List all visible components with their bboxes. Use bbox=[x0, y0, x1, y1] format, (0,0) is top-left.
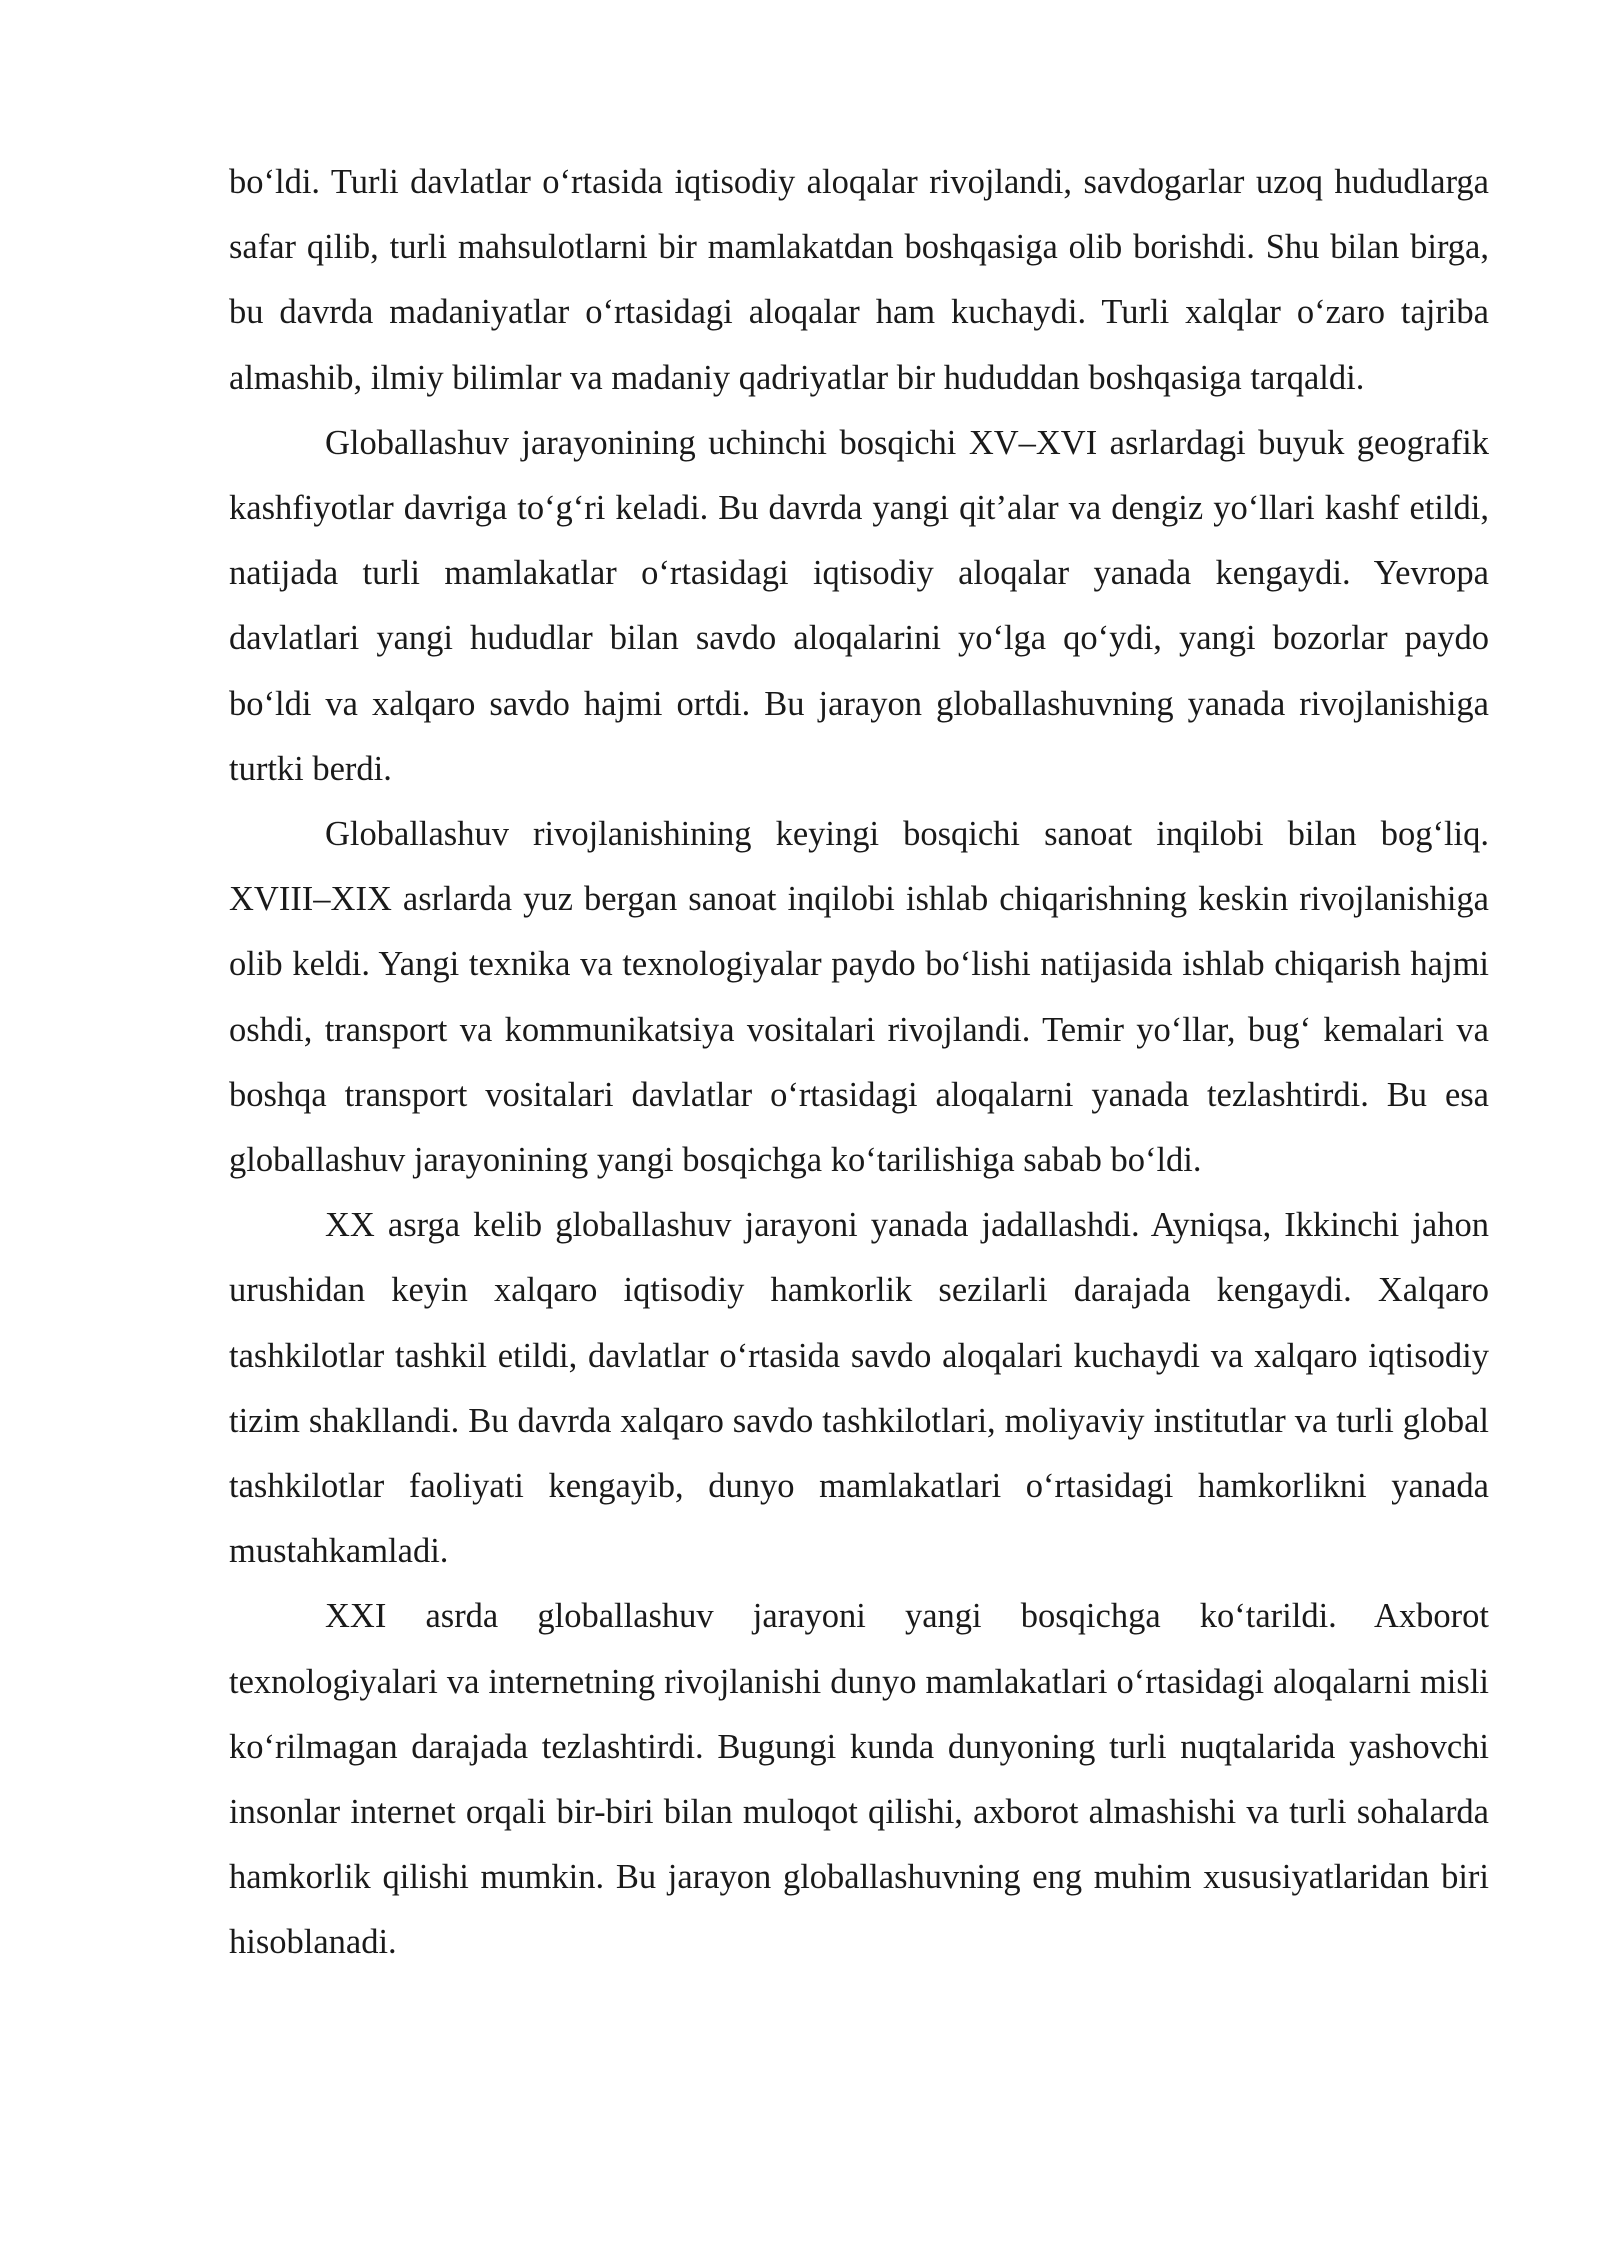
paragraph-industrial-revolution: Globallashuv rivojlanishining keyingi bosqichi sanoat inqilobi bilan bog‘liq. XVIII–XIX asrlarda yuz bergan sanoat inqilobi ishlab chiqarishning keskin rivojlanishiga olib keldi. Yangi texnika va texnologiyalar paydo bo‘lishi natijasida ishlab chiqarish hajmi oshdi, transport va kommunikatsiya vositalari rivojlandi. Temir yo‘llar, bug‘ kemalari va boshqa transport vositalari davlatlar o‘rtasidagi aloqalarni yanada tezlashtirdi. Bu esa globallashuv jarayonining yangi bosqichga ko‘tarilishiga sabab bo‘ldi. bbox=[229, 815, 1489, 1180]
paragraph-geographic-discoveries: Globallashuv jarayonining uchinchi bosqichi XV–XVI asrlardagi buyuk geografik kashfiyotlar davriga to‘g‘ri keladi. Bu davrda yangi qit’alar va dengiz yo‘llari kashf etildi, natijada turli mamlakatlar o‘rtasidagi iqtisodiy aloqalar yanada kengaydi. Yevropa davlatlari yangi hududlar bilan savdo aloqalarini yo‘lga qo‘ydi, yangi bozorlar paydo bo‘ldi va xalqaro savdo hajmi ortdi. Bu jarayon globallashuvning yanada rivojlanishiga turtki berdi. bbox=[229, 423, 1489, 788]
body-text bbox=[229, 150, 1489, 1976]
paragraph-continuation: bo‘ldi. Turli davlatlar o‘rtasida iqtisodiy aloqalar rivojlandi, savdogarlar uzoq hududlarga safar qilib, turli mahsulotlarni bir mamlakatdan boshqasiga olib borishdi. Shu bilan birga, bu davrda madaniyatlar o‘rtasidagi aloqalar ham kuchaydi. Turli xalqlar o‘zaro tajriba almashib, ilmiy bilimlar va madaniy qadriyatlar bir hududdan boshqasiga tarqaldi. bbox=[229, 163, 1489, 397]
paragraph-twenty-first-century: XXI asrda globallashuv jarayoni yangi bosqichga ko‘tarildi. Axborot texnologiyalari va internetning rivojlanishi dunyo mamlakatlari o‘rtasidagi aloqalarni misli ko‘rilmagan darajada tezlashtirdi. Bugungi kunda dunyoning turli nuqtalarida yashovchi insonlar internet orqali bir-biri bilan muloqot qilishi, axborot almashishi va turli sohalarda hamkorlik qilishi mumkin. Bu jarayon globallashuvning eng muhim xususiyatlaridan biri hisoblanadi. bbox=[229, 1597, 1489, 1962]
paragraph-twentieth-century: XX asrga kelib globallashuv jarayoni yanada jadallashdi. Ayniqsa, Ikkinchi jahon urushidan keyin xalqaro iqtisodiy hamkorlik sezilarli darajada kengaydi. Xalqaro tashkilotlar tashkil etildi, davlatlar o‘rtasida savdo aloqalari kuchaydi va xalqaro iqtisodiy tizim shakllandi. Bu davrda xalqaro savdo tashkilotlari, moliyaviy institutlar va turli global tashkilotlar faoliyati kengayib, dunyo mamlakatlari o‘rtasidagi hamkorlikni yanada mustahkamladi. bbox=[229, 1206, 1489, 1571]
